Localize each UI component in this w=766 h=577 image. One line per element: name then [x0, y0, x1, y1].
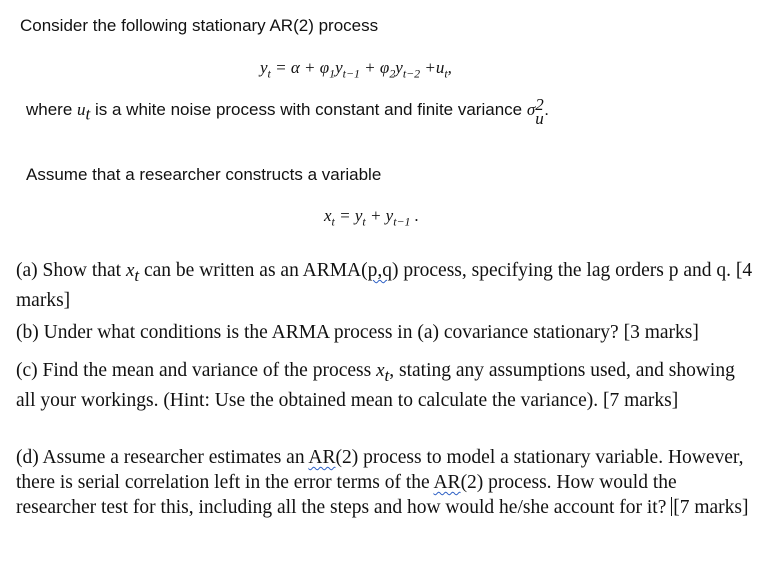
ar2-equation — [260, 58, 452, 81]
where-line — [26, 95, 549, 128]
qa-var-sub: t — [134, 265, 140, 285]
qa-middle: can be written as an ARMA( — [139, 260, 368, 281]
qd-mid2: (2) process. How would the researcher test for this, including all the steps and how would he/she account for it? — [16, 472, 677, 518]
eq1-lhs-sub: t — [267, 66, 271, 81]
eq1-rhs-1: 1 — [329, 66, 336, 81]
question-d — [16, 445, 754, 520]
qa-end: ) process, specifying the lag orders p and q. [4 marks] — [16, 260, 753, 311]
qa-var: x — [125, 260, 135, 281]
qc-end: , stating any assumptions used, and showing all your workings. (Hint: Use the obtained mean to calculate the variance). [7 marks] — [16, 360, 735, 411]
where-suffix: . — [544, 100, 549, 119]
eq1-rhs-8: +u — [420, 58, 445, 77]
question-a — [16, 258, 754, 313]
sigma-symbol: σ — [526, 100, 536, 119]
qd-marks: [7 marks] — [673, 497, 749, 518]
where-prefix: where — [26, 100, 78, 119]
eq1-rhs-2: y — [335, 58, 343, 77]
question-c — [16, 358, 754, 413]
eq1-rhs-6: y — [395, 58, 403, 77]
eq1-rhs-0: = α + φ — [275, 58, 330, 77]
x-definition-equation — [324, 206, 419, 229]
qd-start: (d) Assume a researcher estimates an — [16, 447, 309, 468]
intro-heading: Consider the following stationary AR(2) process — [20, 16, 379, 35]
qd-ar1: AR — [308, 447, 336, 468]
eq2-plus: + y — [365, 206, 394, 225]
eq1-rhs-9: t — [444, 66, 448, 81]
eq2-lhs: x — [324, 206, 332, 225]
eq2-end: . — [410, 206, 420, 225]
where-var-sub: t — [85, 104, 91, 124]
eq2-lhs-sub: t — [331, 214, 335, 229]
eq1-lhs: y — [260, 58, 268, 77]
eq1-rhs-7: t−2 — [402, 66, 421, 81]
question-b — [16, 320, 754, 345]
eq1-rhs-5: 2 — [389, 66, 396, 81]
qd-mid1: (2) process to model a stationary variable. However, there is serial correlation left in the error terms of the — [16, 447, 744, 493]
where-var: u — [77, 100, 86, 119]
qc-var-sub: t — [384, 365, 390, 385]
where-middle: is a white noise process with constant and finite variance — [90, 100, 527, 119]
sigma-sup: 2 — [535, 95, 544, 114]
sigma-sub: u — [535, 109, 544, 128]
assume-line: Assume that a researcher constructs a variable — [26, 165, 382, 184]
eq1-rhs-4: + φ — [359, 58, 390, 77]
qc-var: x — [376, 360, 385, 381]
eq2-plus-sub: t−1 — [393, 214, 411, 229]
qd-ar2: AR — [433, 472, 461, 493]
eq1-rhs-10: , — [447, 58, 452, 77]
qb-text: (b) Under what conditions is the ARMA process in (a) covariance stationary? [3 marks] — [16, 322, 699, 343]
qc-start: (c) Find the mean and variance of the process — [16, 360, 377, 381]
eq1-rhs-3: t−1 — [342, 66, 360, 81]
eq2-mid: = y — [334, 206, 363, 225]
qa-pq: p,q — [367, 260, 393, 281]
eq2-mid-sub: t — [362, 214, 366, 229]
qa-start: (a) Show that — [16, 260, 126, 281]
